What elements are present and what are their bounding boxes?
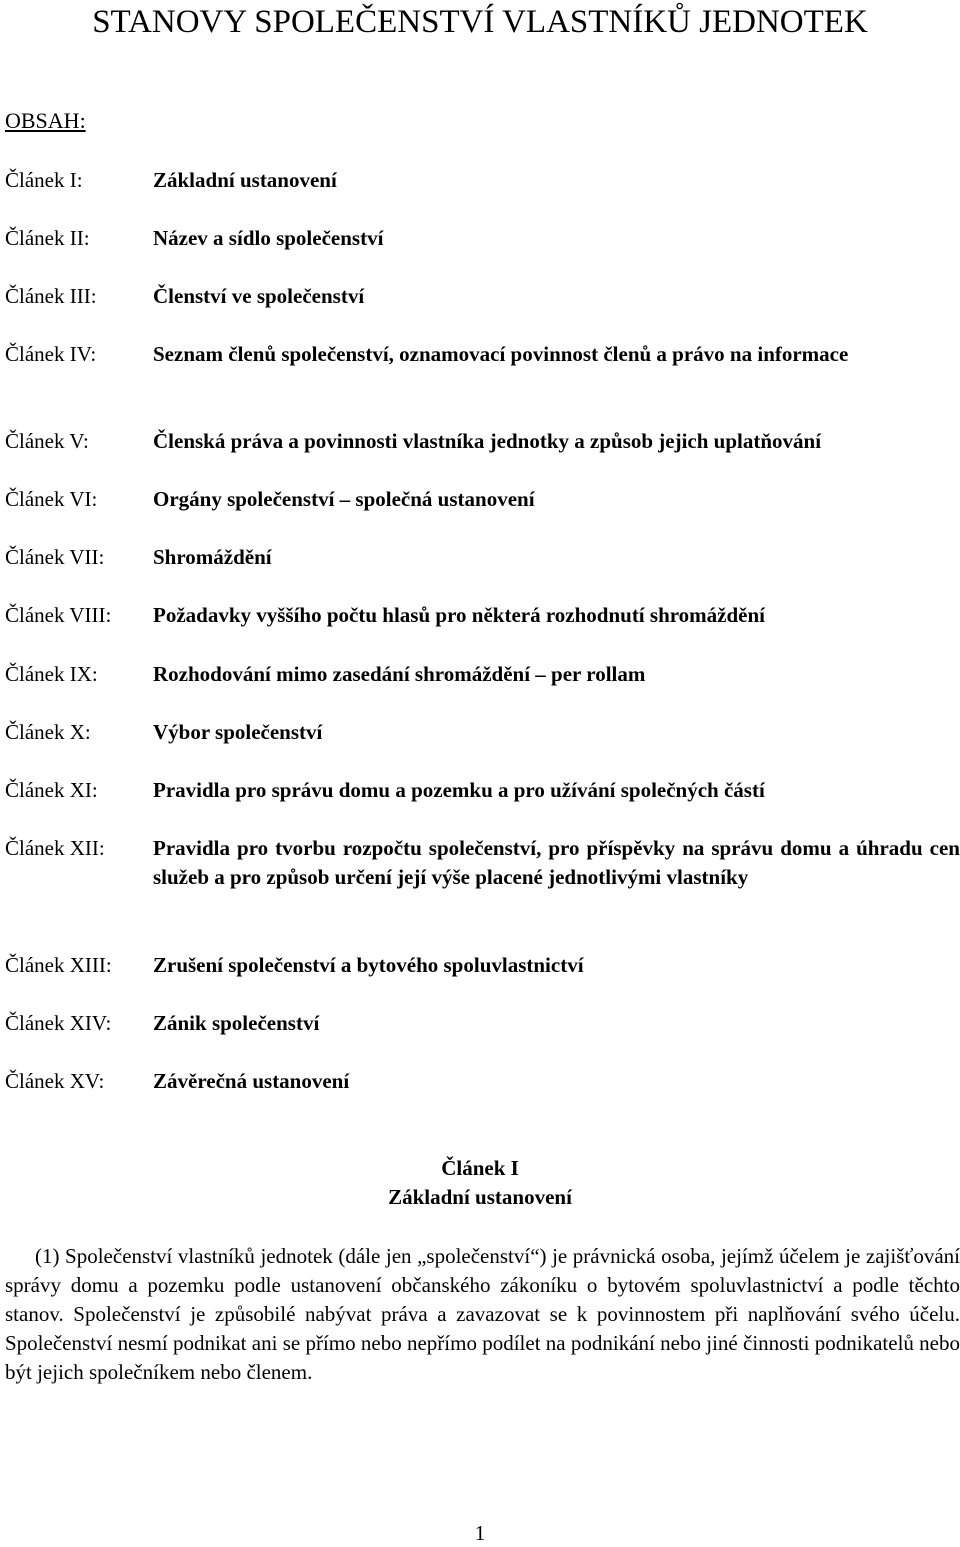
toc-item-number: Článek IV: — [5, 342, 97, 366]
toc-item-number: Článek XI: — [5, 778, 98, 802]
toc-item-title: Členství ve společenství — [153, 284, 365, 308]
article-number: Článek I — [441, 1156, 519, 1180]
toc-item — [5, 1067, 960, 1096]
toc-item-title: Seznam členů společenství, oznamovací povinnost členů a právo na informace — [153, 342, 849, 366]
document-title: STANOVY SPOLEČENSTVÍ VLASTNÍKŮ JEDNOTEK — [92, 4, 868, 40]
toc-item-number: Článek XIV: — [5, 1011, 112, 1035]
toc-item-title: Členská práva a povinnosti vlastníka jednotky a způsob jejich uplatňování — [153, 429, 822, 453]
toc-item — [5, 427, 960, 456]
toc-item-number: Článek XV: — [5, 1069, 105, 1093]
toc-item — [5, 1009, 960, 1038]
toc-item-title: Závěrečná ustanovení — [153, 1069, 350, 1093]
toc-item-number: Článek XIII: — [5, 953, 112, 977]
toc-item — [5, 776, 960, 805]
toc-item — [5, 660, 960, 689]
toc-item-title: Základní ustanovení — [153, 168, 337, 192]
toc-item-title: Výbor společenství — [153, 720, 323, 744]
toc-item — [5, 224, 960, 253]
toc-item — [5, 543, 960, 572]
article-title: Základní ustanovení — [388, 1185, 572, 1209]
toc-item-number: Článek XII: — [5, 836, 105, 860]
toc-item-number: Článek X: — [5, 720, 91, 744]
toc-item-title: Požadavky vyššího počtu hlasů pro některá rozhodnutí shromáždění — [153, 603, 766, 627]
toc-item-title: Zrušení společenství a bytového spoluvlastnictví — [153, 953, 584, 977]
toc-item-number: Článek VI: — [5, 487, 98, 511]
toc-item — [5, 485, 960, 514]
page-number: 1 — [474, 1521, 486, 1545]
toc-item — [5, 834, 960, 892]
toc-item — [5, 166, 960, 195]
toc-item-number: Článek I: — [5, 168, 83, 192]
toc-item — [5, 282, 960, 311]
toc-item-title: Pravidla pro správu domu a pozemku a pro užívání společných částí — [153, 778, 765, 802]
toc-item-number: Článek V: — [5, 429, 89, 453]
toc-item — [5, 340, 960, 369]
toc-item-number: Článek VIII: — [5, 603, 112, 627]
article-paragraph: (1) Společenství vlastníků jednotek (dále jen „společenství“) je právnická osoba, jejímž účelem je zajišťování správy domu a pozemku podle ustanovení občanského zákoníku o bytovém spoluvlastnictví a podle těchto stanov. Společenství je způsobilé nabývat práva a zavazovat se k povinnostem při naplňování svého účelu. Společenství nesmí podnikat ani se přímo nebo nepřímo podílet na podnikání nebo jiné činnosti podnikatelů nebo být jejich společníkem nebo členem. — [5, 1244, 960, 1384]
toc-item — [5, 951, 960, 980]
toc-item-title: Název a sídlo společenství — [153, 226, 384, 250]
toc-item-title: Orgány společenství – společná ustanovení — [153, 487, 535, 511]
toc-item-title: Pravidla pro tvorbu rozpočtu společenství, pro příspěvky na správu domu a úhradu cen služeb a pro způsob určení její výše placené jednotlivými vlastníky — [153, 836, 960, 889]
toc-item-number: Článek VII: — [5, 545, 105, 569]
toc-item-title: Rozhodování mimo zasedání shromáždění – per rollam — [153, 662, 646, 686]
toc-item-number: Článek IX: — [5, 662, 98, 686]
toc-item — [5, 718, 960, 747]
toc-item-title: Shromáždění — [153, 545, 272, 569]
toc-item-number: Článek III: — [5, 284, 97, 308]
toc-item-number: Článek II: — [5, 226, 90, 250]
toc-item — [5, 601, 960, 630]
toc-item-title: Zánik společenství — [153, 1011, 320, 1035]
toc-heading: OBSAH: — [5, 108, 86, 133]
